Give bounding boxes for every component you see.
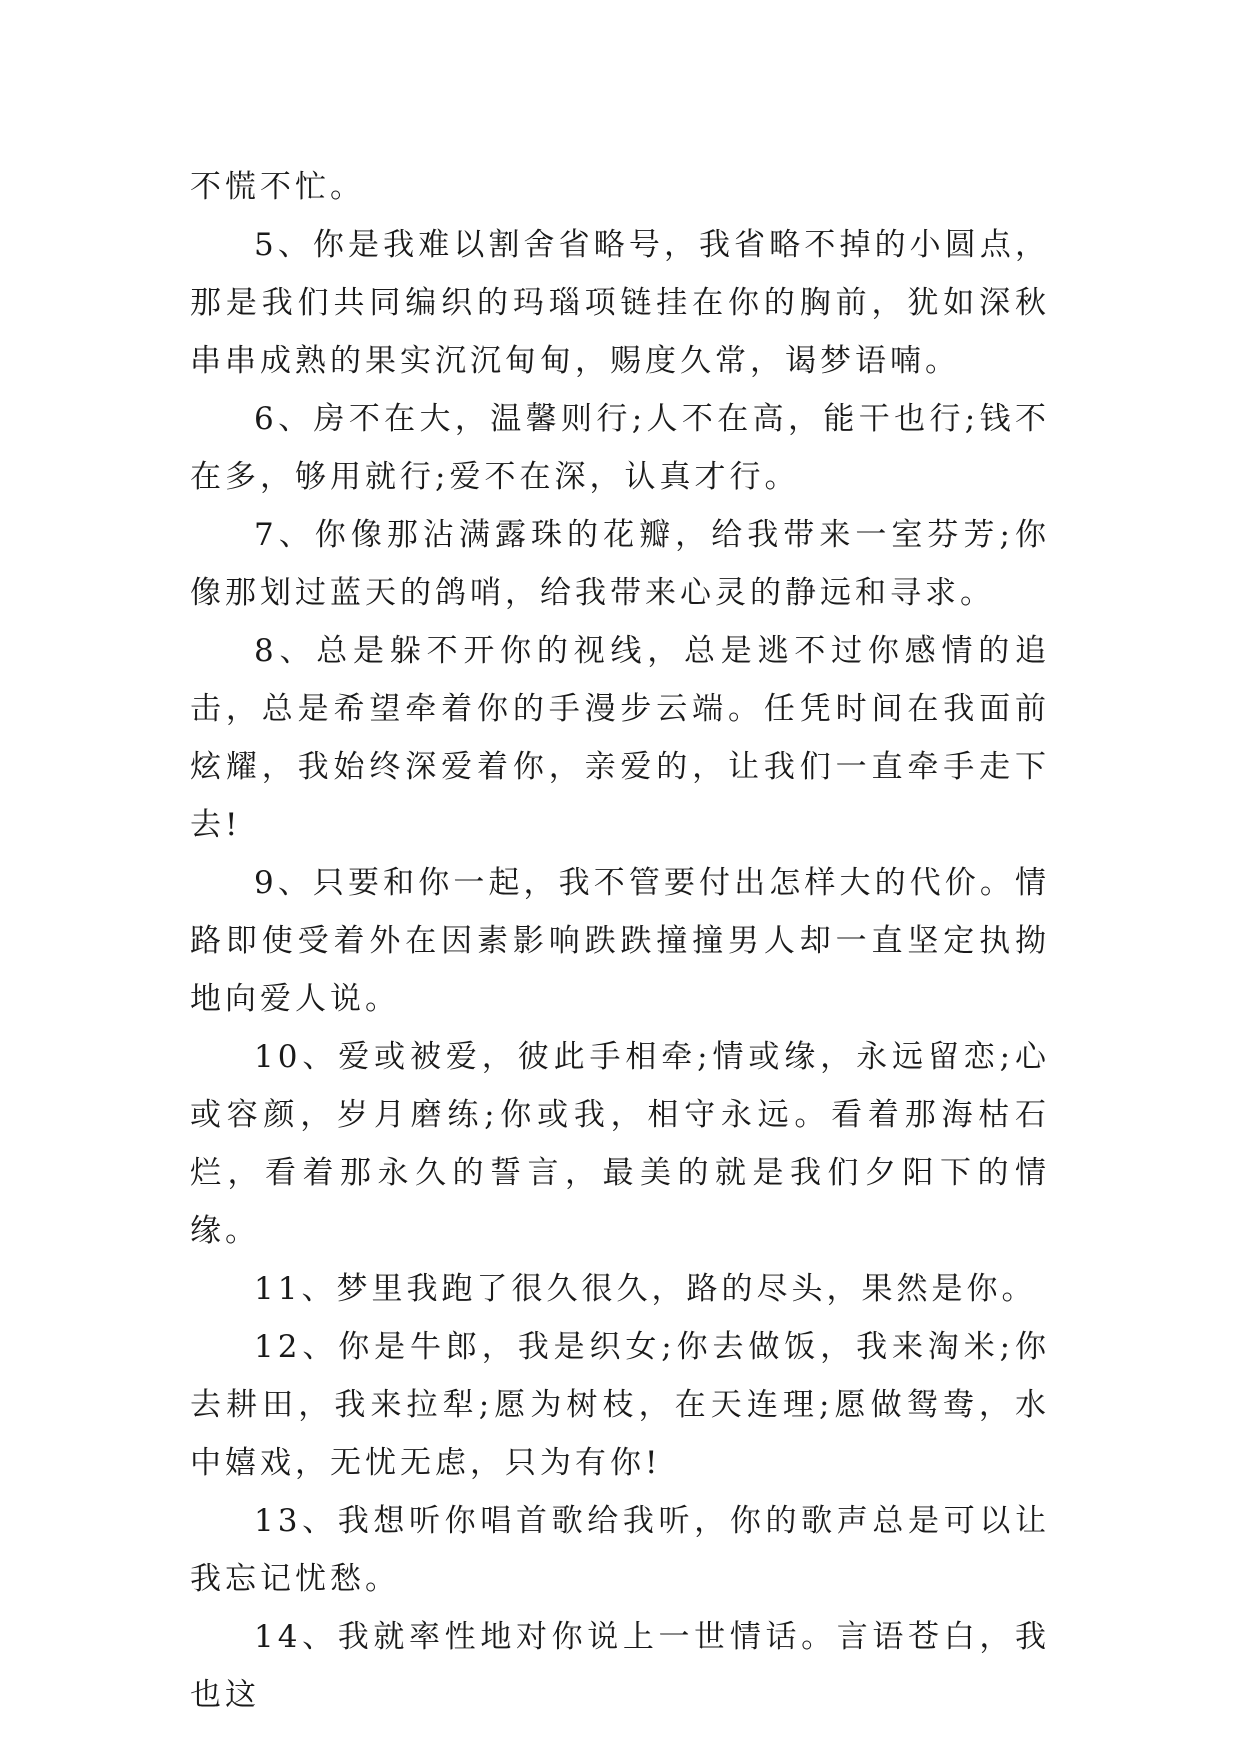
paragraph-10: 13、我想听你唱首歌给我听，你的歌声总是可以让我忘记忧愁。 [190, 1503, 1050, 1597]
paragraph-2: 5、你是我难以割舍省略号，我省略不掉的小圆点，那是我们共同编织的玛瑙项链挂在你的胸前，犹如深秋串串成熟的果实沉沉甸甸，赐度久常，谒梦语喃。 [190, 227, 1050, 379]
paragraph-5: 8、总是躲不开你的视线，总是逃不过你感情的追击，总是希望牵着你的手漫步云端。任凭时间在我面前炫耀，我始终深爱着你，亲爱的，让我们一直牵手走下去! [190, 633, 1050, 843]
paragraph-3: 6、房不在大，温馨则行;人不在高，能干也行;钱不在多，够用就行;爱不在深，认真才行。 [190, 401, 1050, 495]
paragraph-8: 11、梦里我跑了很久很久，路的尽头，果然是你。 [254, 1271, 1037, 1307]
document-body [190, 158, 1050, 1724]
paragraph-9: 12、你是牛郎，我是织女;你去做饭，我来淘米;你去耕田，我来拉犁;愿为树枝，在天连理;愿做鸳鸯，水中嬉戏，无忧无虑，只为有你! [190, 1329, 1050, 1481]
paragraph-6: 9、只要和你一起，我不管要付出怎样大的代价。情路即使受着外在因素影响跌跌撞撞男人却一直坚定执拗地向爱人说。 [190, 865, 1050, 1017]
paragraph-1: 不慌不忙。 [190, 169, 365, 205]
paragraph-7: 10、爱或被爱，彼此手相牵;情或缘，永远留恋;心或容颜，岁月磨练;你或我，相守永远。看着那海枯石烂，看着那永久的誓言，最美的就是我们夕阳下的情缘。 [190, 1039, 1050, 1249]
paragraph-4: 7、你像那沾满露珠的花瓣，给我带来一室芬芳;你像那划过蓝天的鸽哨，给我带来心灵的静远和寻求。 [190, 517, 1050, 611]
paragraph-11: 14、我就率性地对你说上一世情话。言语苍白，我也这 [190, 1619, 1050, 1713]
